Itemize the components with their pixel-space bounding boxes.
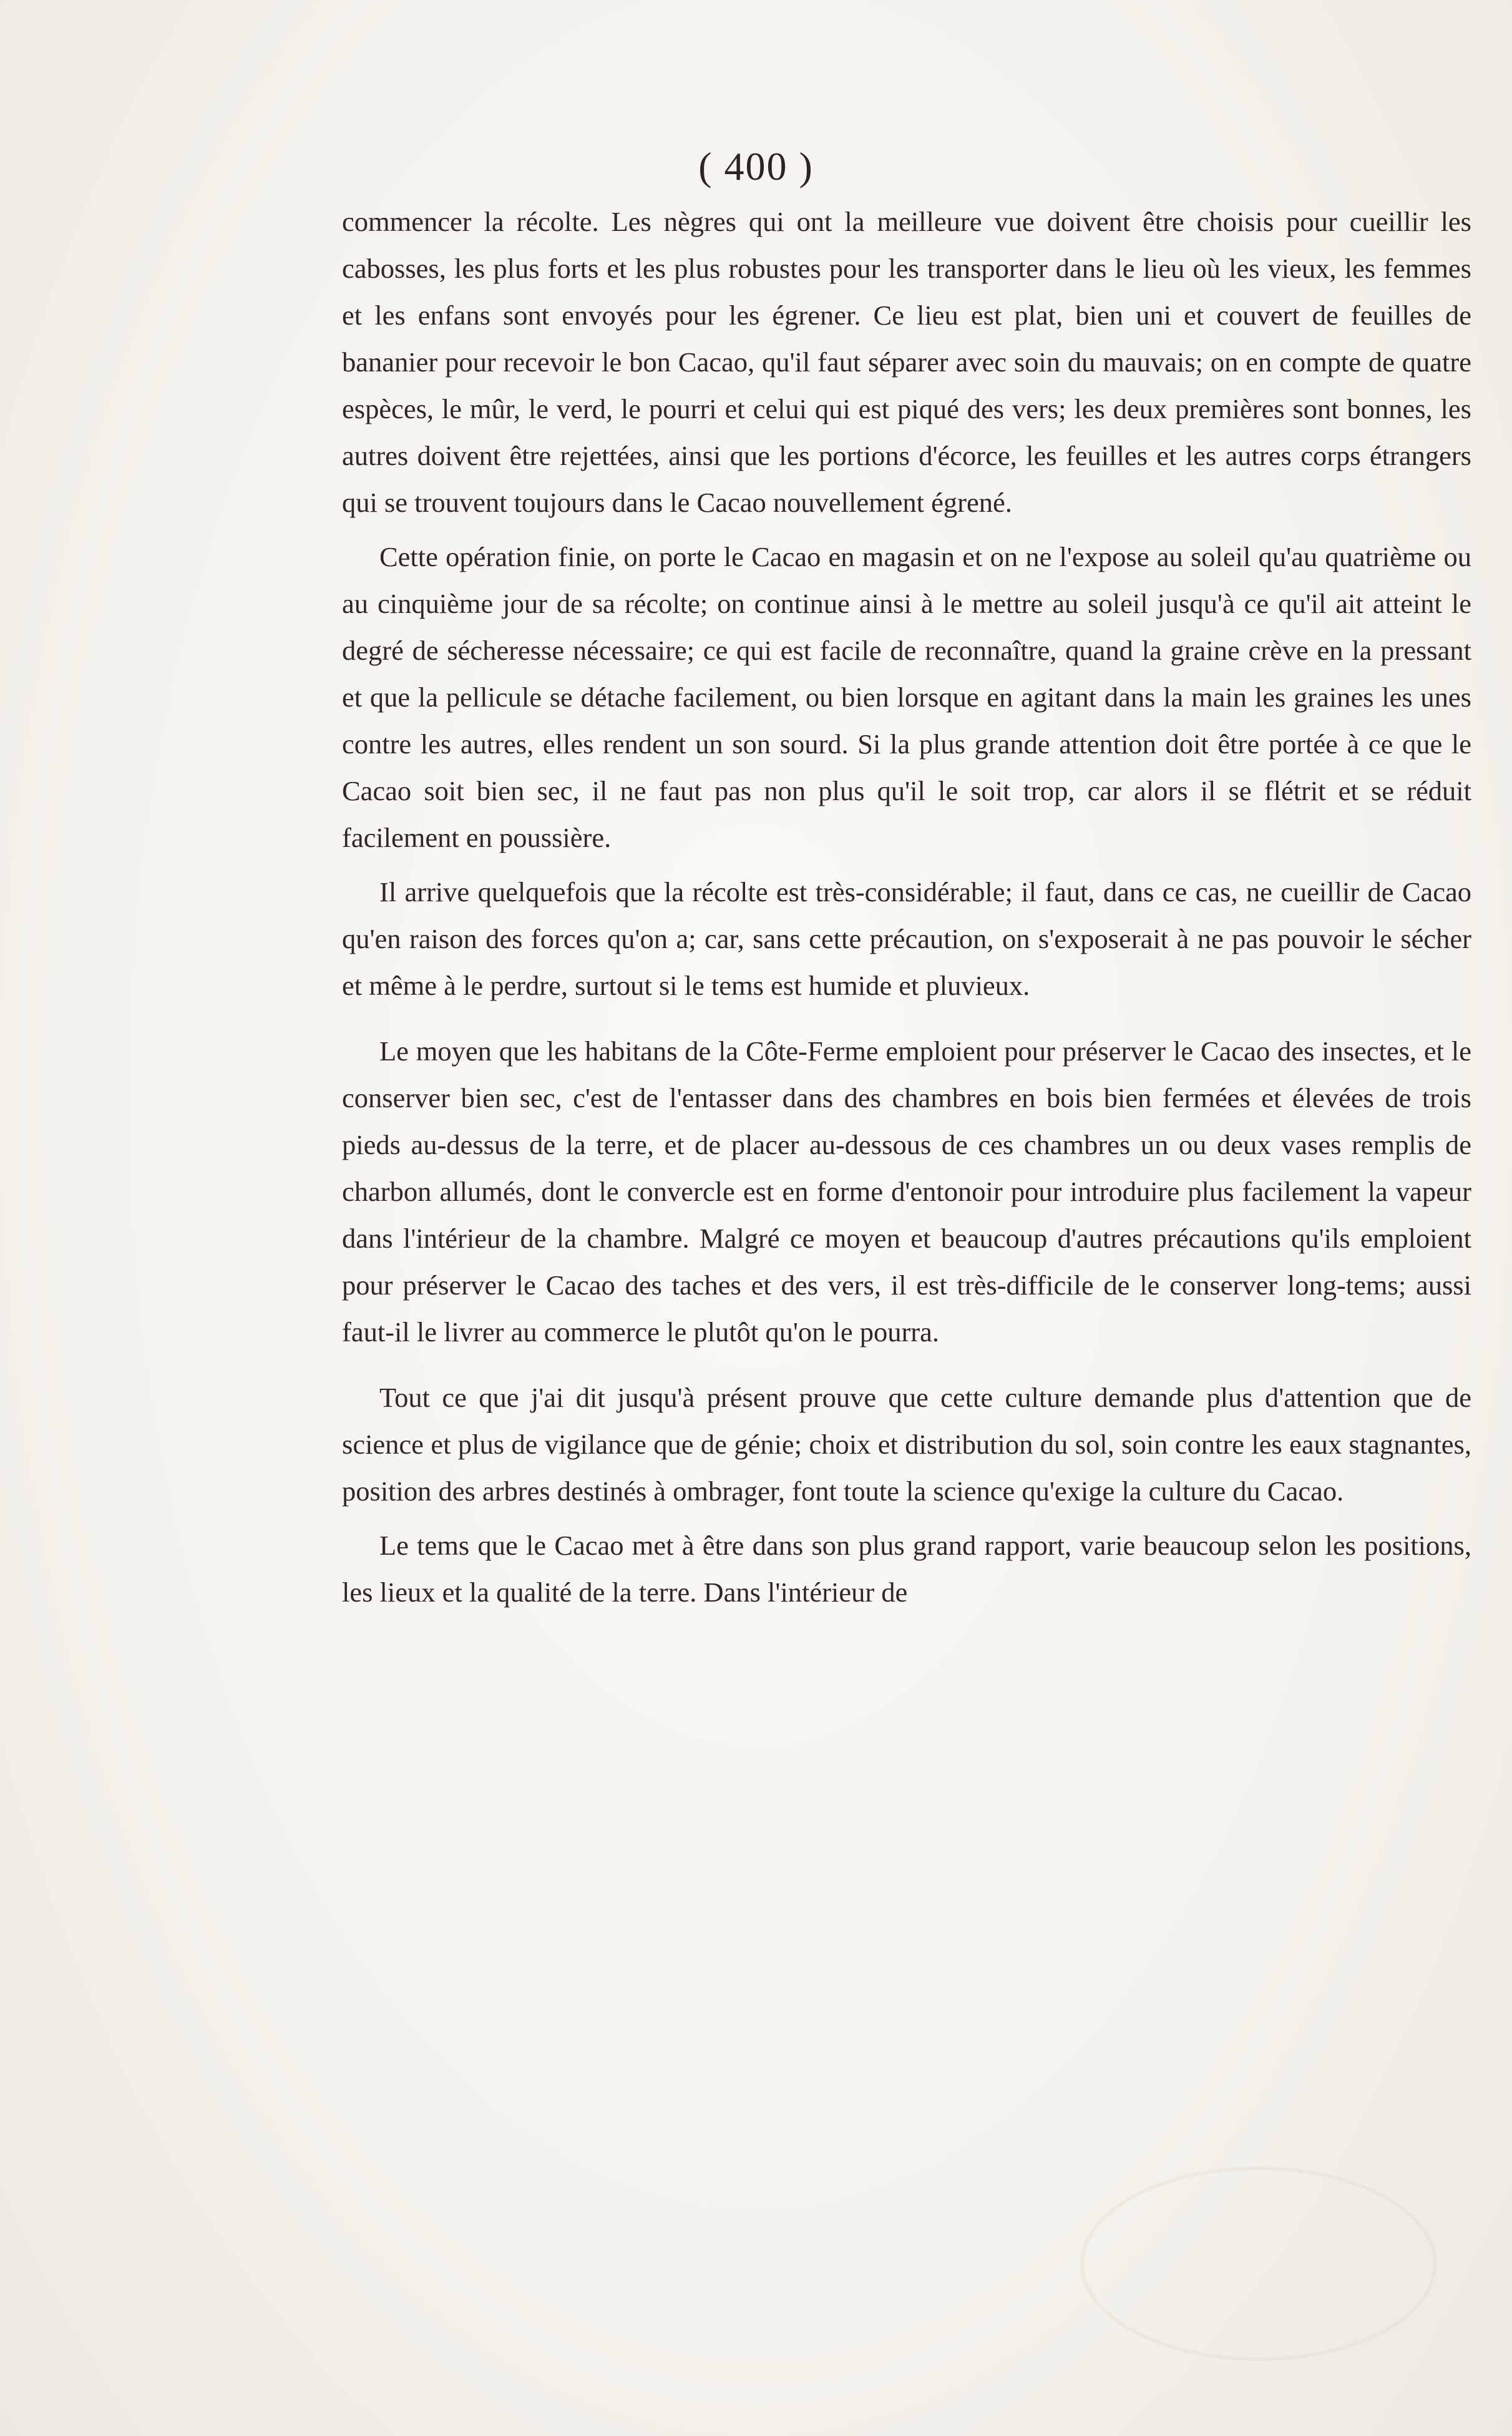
embossed-stamp (1080, 2166, 1437, 2361)
paragraph-2: Cette opération finie, on porte le Cacao en magasin et on ne l'expose au soleil qu'au quatrième ou au cinquième jour de sa récolte; on continue ainsi à le mettre au soleil jusqu'à ce qu'il ait atteint le degré de sécheresse nécessaire; ce qui est facile de reconnaître, quand la graine crève en la pressant et que la pellicule se détache facilement, ou bien lorsque en agitant dans la main les graines les unes contre les autres, elles rendent un son sourd. Si la plus grande attention doit être portée à ce que le Cacao soit bien sec, il ne faut pas non plus qu'il le soit trop, car alors il se flétrit et se réduit facilement en poussière. (342, 541, 1471, 853)
paragraph-4: Le moyen que les habitans de la Côte-Ferme emploient pour préserver le Cacao des insectes, et le conserver bien sec, c'est de l'entasser dans des chambres en bois bien fermées et élevées de trois pieds au-dessus de la terre, et de placer au-dessous de ces chambres un ou deux vases remplis de charbon allumés, dont le convercle est en forme d'entonoir pour introduire plus facilement la vapeur dans l'intérieur de la chambre. Malgré ce moyen et beaucoup d'autres précautions qu'ils emploient pour préserver le Cacao des taches et des vers, il est très-difficile de le conserver long-tems; aussi faut-il le livrer au commerce le plutôt qu'on le pourra. (342, 1035, 1471, 1348)
paragraph-3: Il arrive quelquefois que la récolte est très-considérable; il faut, dans ce cas, ne cueillir de Cacao qu'en raison des forces qu'on a; car, sans cette précaution, on s'exposerait à ne pas pouvoir le sécher et même à le perdre, surtout si le tems est humide et pluvieux. (342, 876, 1471, 1001)
paragraph-6: Le tems que le Cacao met à être dans son plus grand rapport, varie beaucoup selon les positions, les lieux et la qualité de la terre. Dans l'intérieur de (342, 1530, 1471, 1608)
paragraph-5: Tout ce que j'ai dit jusqu'à présent prouve que cette culture demande plus d'attention que de science et plus de vigilance que de génie; choix et distribution du sol, soin contre les eaux stagnantes, position des arbres destinés à ombrager, font toute la science qu'exige la culture du Cacao. (342, 1382, 1471, 1507)
paragraph-1: commencer la récolte. Les nègres qui ont la meilleure vue doivent être choisis pour cueillir les cabosses, les plus forts et les plus robustes pour les transporter dans le lieu où les vieux, les femmes et les enfans sont envoyés pour les égrener. Ce lieu est plat, bien uni et couvert de feuilles de bananier pour recevoir le bon Cacao, qu'il faut séparer avec soin du mauvais; on en compte de quatre espèces, le mûr, le verd, le pourri et celui qui est piqué des vers; les deux premières sont bonnes, les autres doivent être rejettées, ainsi que les portions d'écorce, les feuilles et les autres corps étrangers qui se trouvent toujours dans le Cacao nouvellement égrené. (342, 206, 1471, 518)
body-text (342, 198, 1471, 1623)
page-number: ( 400 ) (698, 144, 814, 188)
